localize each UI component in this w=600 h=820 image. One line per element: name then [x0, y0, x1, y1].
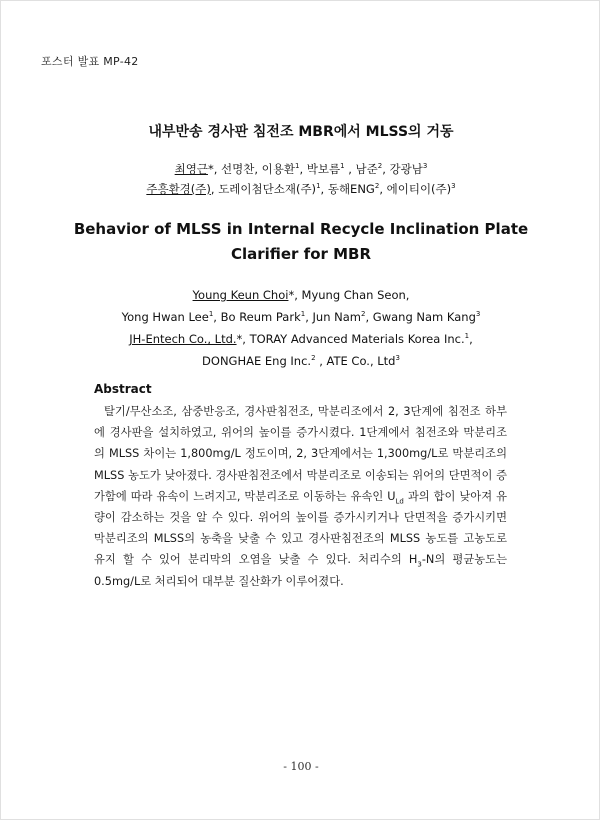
authors-ko-affiliations	[1, 179, 600, 199]
separator: ,	[365, 310, 373, 324]
abstract-heading: Abstract	[94, 382, 152, 396]
affiliation-superscript: 3	[475, 310, 481, 319]
corresponding-mark: *	[288, 288, 295, 302]
author-name: 동해ENG	[327, 182, 375, 196]
abstract-text-1: 탈기/무산소조, 삼중반응조, 경사판침전조, 막분리조에서 2, 3단계에 침전조 하부에 경사판을 설치하였고, 위어의 높이를 증가시켰다. 1단계에서 침전조와 막분리조의 MLSS 차이는 1,800mg/L 정도이며, 2, 3단계에서는 1,300mg/L로 막분리조의 MLSS 농도가 낮아졌다. 경사판침전조에서 막분리조로 이송되는 위어의 단면적이 증가함에 따라 유속이 느려지고, 막분리조로 이동하는 유속인 U	[94, 405, 507, 503]
author-name: 이용환	[261, 162, 295, 176]
separator: ,	[305, 310, 313, 324]
affiliation-superscript: 3	[451, 182, 456, 191]
session-label: 포스터 발표 MP-42	[41, 55, 139, 68]
separator: ,	[405, 288, 410, 302]
author-name: TORAY Advanced Materials Korea Inc.	[249, 332, 465, 346]
separator: ,	[315, 354, 327, 368]
corresponding-mark: *	[236, 332, 243, 346]
separator: ,	[379, 182, 387, 196]
author-name: Bo Reum Park	[220, 310, 301, 324]
abstract-body	[94, 401, 507, 592]
separator: ,	[242, 332, 250, 346]
author-name: 최영근	[174, 162, 208, 176]
affiliation-superscript: 2	[311, 354, 316, 363]
affiliation-superscript: 1	[464, 332, 470, 341]
authors-ko-names	[1, 159, 600, 179]
author-name: Jun Nam	[312, 310, 362, 324]
authors-en-line-1	[1, 284, 600, 306]
separator: ,	[294, 288, 302, 302]
authors-en-affiliation-1	[1, 328, 600, 350]
separator: ,	[213, 162, 222, 176]
affiliation-superscript: 2	[361, 310, 366, 319]
separator: ,	[469, 332, 473, 346]
title-korean: 내부반송 경사판 침전조 MBR에서 MLSS의 거동	[148, 124, 454, 140]
author-name: Myung Chan Seon	[301, 288, 406, 302]
author-name: 에이티이(주)	[386, 182, 452, 196]
affiliation-superscript: 1	[208, 310, 214, 319]
separator: ,	[299, 162, 307, 176]
affiliation-superscript: 3	[395, 354, 400, 363]
affiliation-superscript: 1	[300, 310, 306, 319]
abstract-text-3: -N의 평균농도는 0.5mg/L로 처리되어 대부분 질산화가 이루어졌다.	[94, 553, 507, 588]
author-name: Yong Hwan Lee	[121, 310, 209, 324]
title-english: Behavior of MLSS in Internal Recycle Inclination Plate Clarifier for MBR	[73, 220, 529, 263]
author-name: 강광남	[389, 162, 423, 176]
author-name: 선명찬	[221, 162, 255, 176]
page-number: - 100 -	[283, 760, 319, 773]
author-name: 주흥환경(주)	[146, 182, 211, 196]
affiliation-superscript: 1	[340, 162, 345, 171]
author-name: 도레이첨단소재(주)	[218, 182, 317, 196]
affiliation-superscript: 2	[377, 162, 383, 171]
separator: ,	[382, 162, 390, 176]
separator: ,	[344, 162, 356, 176]
abstract-subscript-ld: Ld	[395, 497, 404, 506]
author-name: Young Keun Choi	[192, 288, 289, 302]
affiliation-superscript: 3	[422, 162, 428, 171]
affiliation-superscript: 1	[295, 162, 300, 171]
author-name: DONGHAE Eng Inc.	[202, 354, 312, 368]
authors-english	[1, 284, 600, 372]
separator: ,	[320, 182, 328, 196]
author-name: 박보름	[306, 162, 341, 176]
separator: ,	[213, 310, 221, 324]
separator: ,	[210, 182, 219, 196]
author-name: ATE Co., Ltd	[326, 354, 396, 368]
authors-korean	[1, 159, 600, 199]
corresponding-mark: *	[207, 162, 214, 176]
author-name: JH-Entech Co., Ltd.	[129, 332, 237, 346]
authors-en-line-2	[1, 306, 600, 328]
author-name: Gwang Nam Kang	[372, 310, 476, 324]
affiliation-superscript: 2	[374, 182, 380, 191]
separator: ,	[254, 162, 262, 176]
author-name: 남준	[355, 162, 378, 176]
abstract-subscript-3: 3	[417, 560, 422, 569]
authors-en-affiliation-2	[1, 350, 600, 372]
affiliation-superscript: 1	[316, 182, 321, 191]
abstract-text-2: 과의 합이 낮아져 유량이 감소하는 것을 알 수 있다. 위어의 높이를 증가시키거나 단면적을 증가시키면 막분리조의 MLSS의 농축을 낮출 수 있고 경사판침전조의 MLSS 농도를 고농도로 유지 할 수 있어 분리막의 오염을 낮출 수 있다. 처리수의 H	[94, 489, 508, 567]
